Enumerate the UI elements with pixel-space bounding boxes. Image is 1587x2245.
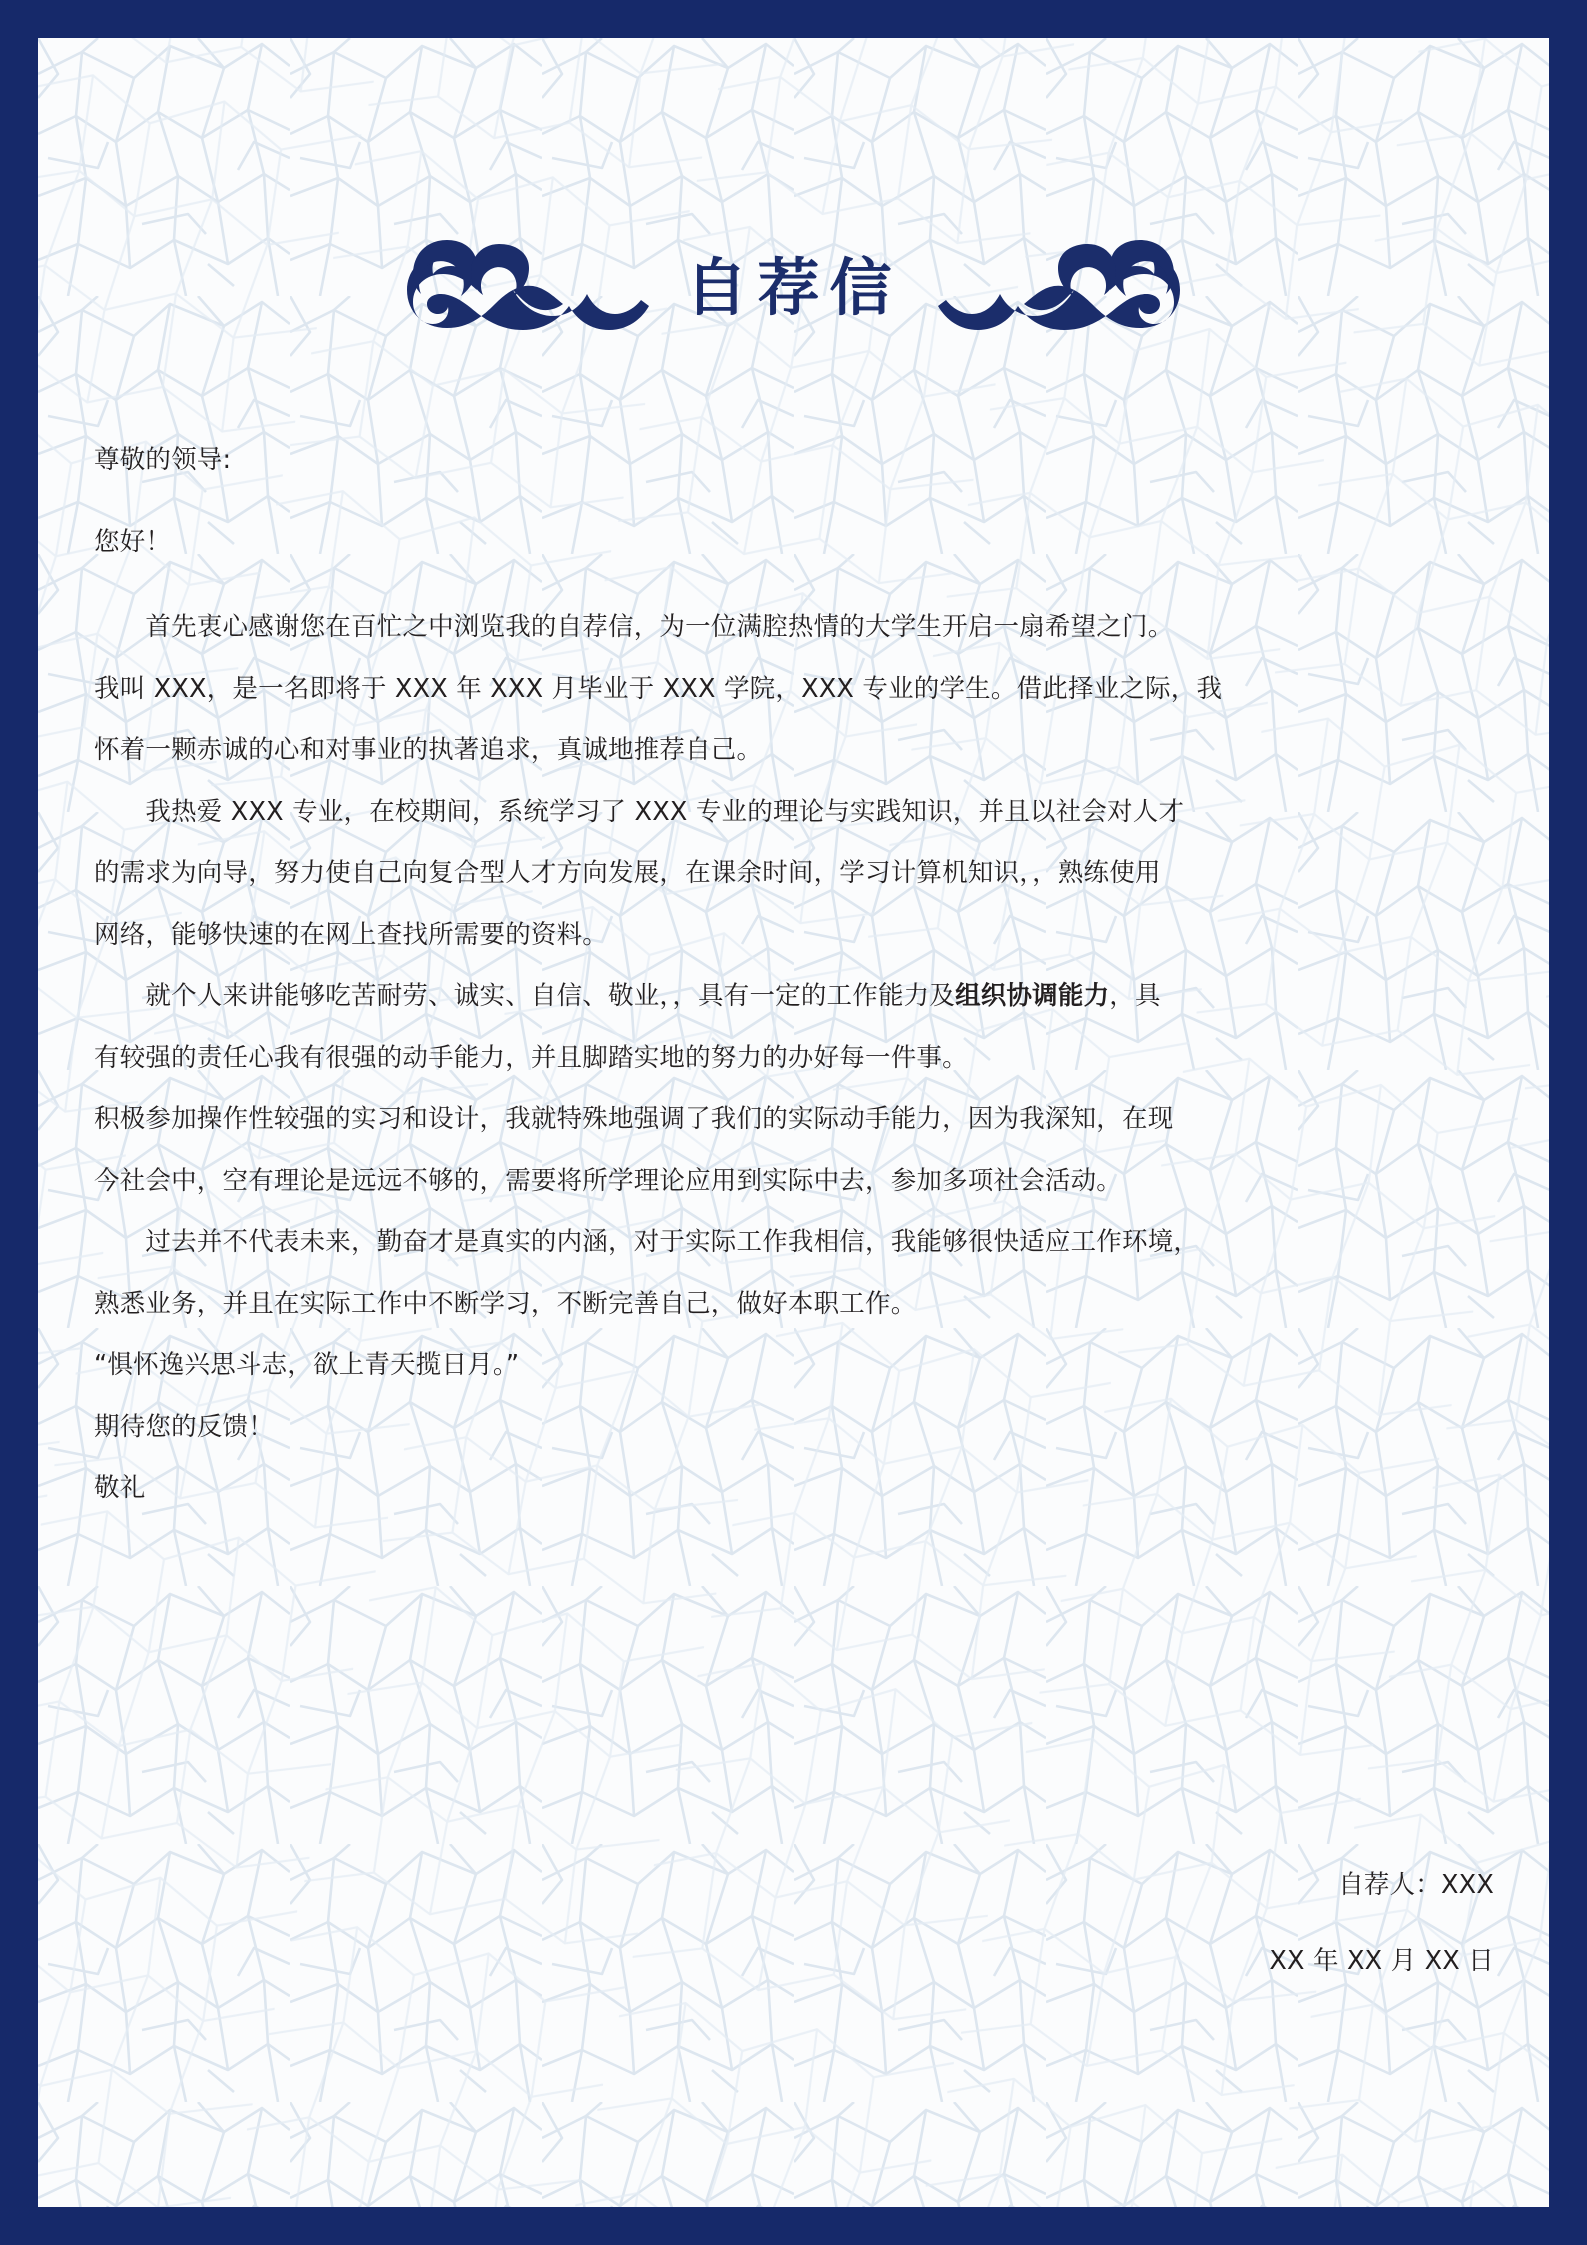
letter-sheet	[38, 38, 1549, 2207]
paragraph-line: 期待您的反馈！	[94, 1411, 274, 1442]
emphasized-text: 组织协调能力	[955, 981, 1110, 1011]
paragraph	[94, 1350, 1494, 1380]
signature-name: 自荐人：XXX	[1338, 1870, 1494, 1900]
page-title: 自荐信	[685, 251, 902, 324]
text-run: 有较强的责任心我有很强的动手能力，并且脚踏实地的努力的办好每一件事。	[94, 1042, 968, 1073]
paragraph	[94, 1104, 1494, 1196]
paragraph-line: 怀着一颗赤诚的心和对事业的执著追求，真诚地推荐自己。	[94, 735, 763, 765]
title-row	[38, 228, 1549, 348]
paragraph-line: “惧怀逸兴思斗志，欲上青天揽日月。”	[94, 1350, 520, 1380]
paragraph-list	[94, 612, 1494, 1503]
paragraph	[94, 1411, 1494, 1442]
paragraph-line: 熟悉业务，并且在实际工作中不断学习，不断完善自己，做好本职工作。	[94, 1288, 917, 1319]
paragraph-line: 积极参加操作性较强的实习和设计，我就特殊地强调了我们的实际动手能力，因为我深知，在现	[94, 1104, 1174, 1134]
paragraph	[94, 1227, 1494, 1319]
text-run: ，具	[1109, 981, 1161, 1011]
paragraph-line: 今社会中，空有理论是远远不够的，需要将所学理论应用到实际中去，参加多项社会活动。	[94, 1165, 1123, 1196]
text-run: 就个人来讲能够吃苦耐劳、诚实、自信、敬业，，具有一定的工作能力及	[94, 981, 956, 1011]
paragraph-line: 网络，能够快速的在网上查找所需要的资料。	[94, 919, 609, 950]
paragraph-line: 我热爱 XXX 专业，在校期间，系统学习了 XXX 专业的理论与实践知识，并且以社会对人才	[94, 796, 1185, 827]
greeting: 您好！	[94, 526, 172, 557]
paragraph-line: 我叫 XXX，是一名即将于 XXX 年 XXX 月毕业于 XXX 学院，XXX 专业的学生。借此择业之际，我	[94, 673, 1223, 704]
paragraph-line: 敬礼	[94, 1473, 146, 1503]
paragraph-line: 过去并不代表未来，勤奋才是真实的内涵，对于实际工作我相信，我能够很快适应工作环境，	[94, 1227, 1200, 1257]
paragraph-line	[94, 1042, 1494, 1073]
cloud-swirl-left-icon	[403, 236, 653, 341]
paragraph-line	[94, 981, 1494, 1011]
paragraph	[94, 612, 1494, 765]
paragraph	[94, 1473, 1494, 1503]
signature-block	[94, 1870, 1494, 1976]
paragraph-line: 首先衷心感谢您在百忙之中浏览我的自荐信，为一位满腔热情的大学生开启一扇希望之门。	[94, 612, 1174, 642]
salutation: 尊敬的领导:	[94, 445, 232, 475]
paragraph-line: 的需求为向导，努力使自己向复合型人才方向发展，在课余时间，学习计算机知识，，熟练使用	[94, 858, 1161, 888]
cloud-swirl-right-icon	[934, 236, 1184, 341]
letter-body	[94, 445, 1494, 1538]
paragraph	[94, 796, 1494, 950]
paragraph	[94, 981, 1494, 1073]
signature-date: XX 年 XX 月 XX 日	[1269, 1945, 1494, 1976]
